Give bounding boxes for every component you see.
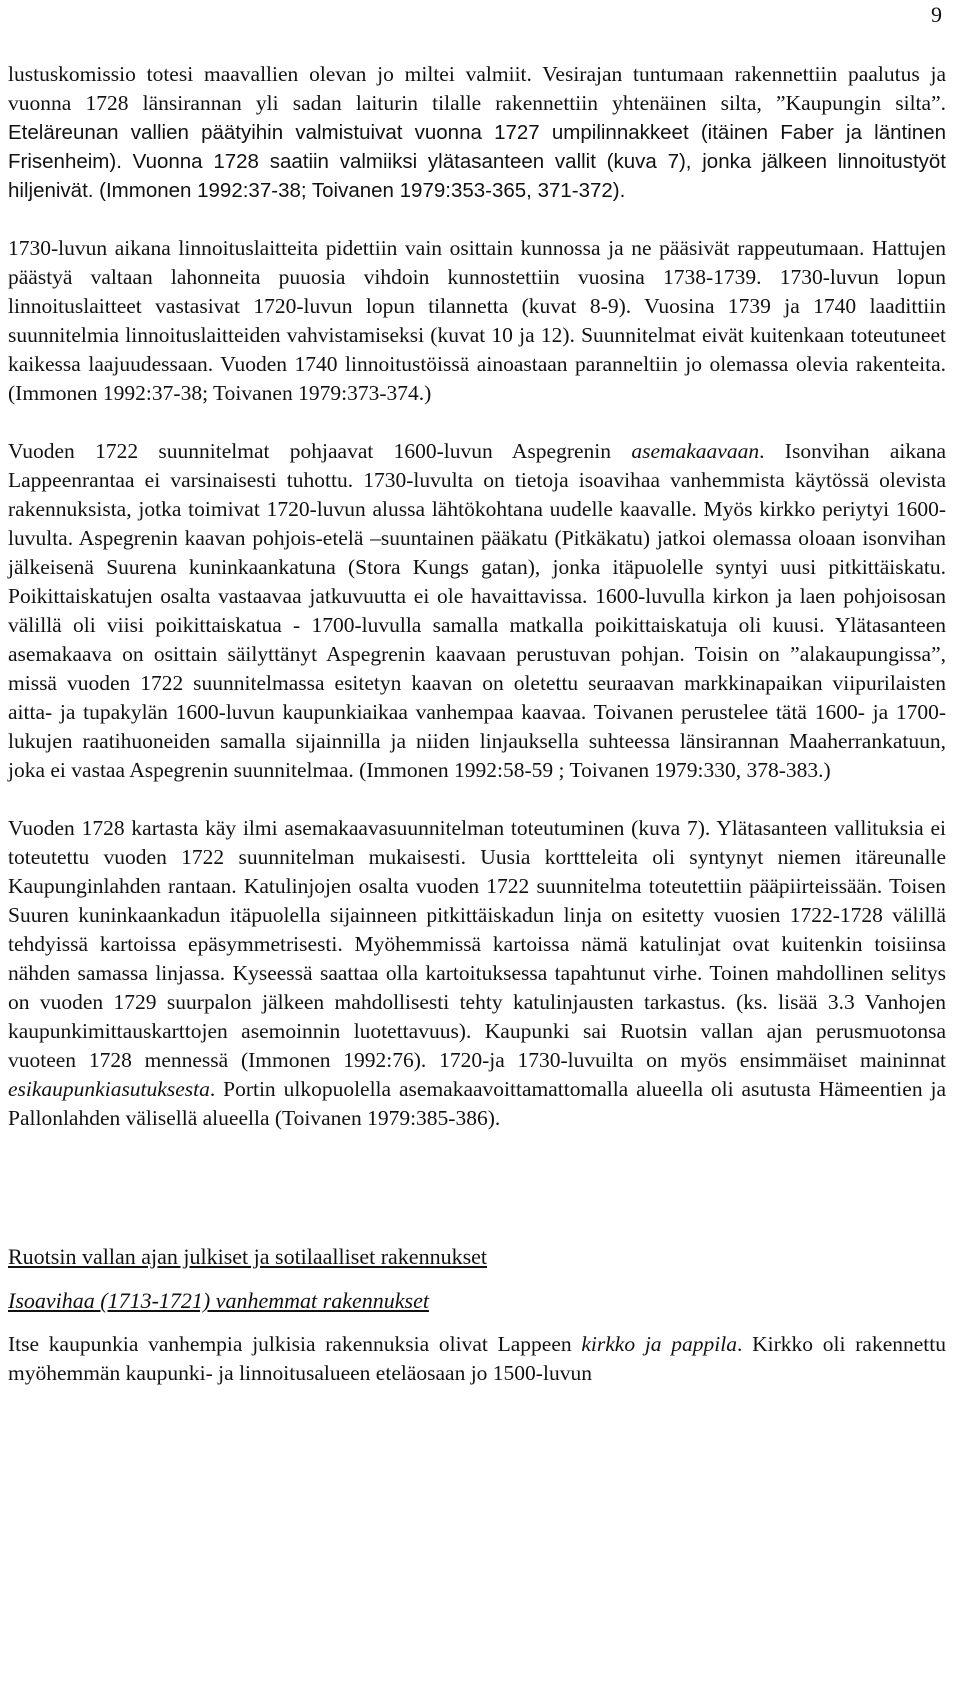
section-heading: Ruotsin vallan ajan julkiset ja sotilaalliset rakennukset <box>8 1244 488 1269</box>
paragraph-text: Vuoden 1722 suunnitelmat pohjaavat 1600-luvun Aspegrenin <box>8 439 632 463</box>
document-body <box>8 60 946 1388</box>
paragraph-text: lustuskomissio totesi maavallien olevan jo miltei valmiit. Vesirajan tuntumaan rakennettiin paalutus ja vuonna 1728 länsirannan yli sadan laiturin tilalle rakennettiin yhtenäinen silta, ”Kaupungin silta”. <box>8 62 946 115</box>
subsection-heading: Isoavihaa (1713-1721) vanhemmat rakennukset <box>8 1288 429 1313</box>
paragraph-text: . Isonvihan aikana Lappeenrantaa ei varsinaisesti tuhottu. 1730-luvulta on tietoja isoavihaa vanhemmista käytössä olevista rakennuksista, jotka toimivat 1720-luvun alussa lähtökohtana uudelle kaavalle. Myös kirkko periytyi 1600-luvulta. Aspegrenin kaavan pohjois-etelä –suuntainen pääkatu (Pitkäkatu) jatkoi olemassa oloaan isonvihan jälkeisenä Suurena kuninkaankatuna (Stora Kungs gatan), jonka itäpuolelle syntyi uusi pitkittäiskatu. Poikittaiskatujen osalta vastaavaa jatkuvuutta ei ole havaittavissa. 1600-luvulla kirkon ja laen pohjoisosan välillä oli viisi poikittaiskatua - 1700-luvulla samalla matkalla poikittaiskatuja oli kuusi. Ylätasanteen asemakaava on osittain säilyttänyt Aspegrenin kaavaan perustuvan pohjan. Toisin on ”alakaupungissa”, missä vuoden 1722 suunnitelmassa esitetyn kaavan on oletettu seuraavan markkinapaikan viipurilaisten aitta- ja tupakylän 1600-luvun kaupunkiaikaa vanhempaa kaavaa. Toivanen perustelee tätä 1600- ja 1700-lukujen raatihuoneiden samalla sijainnilla ja niiden linjauksella suhteessa länsirannan Maaherrankatuun, joka ei vastaa Aspegrenin suunnitelmaa. (Immonen 1992:58-59 ; Toivanen 1979:330, 378-383.) <box>8 439 946 782</box>
emphasis-term: kirkko ja pappila <box>581 1332 738 1356</box>
paragraph-text: . Portin ulkopuolella asemakaavoittamattomalla alueella oli asutusta Hämeentien ja Pallonlahden välisellä alueella (Toivanen 1979:385-386). <box>8 1077 946 1130</box>
page-number: 9 <box>931 2 942 27</box>
paragraph-text: Itse kaupunkia vanhempia julkisia rakennuksia olivat Lappeen <box>8 1332 582 1356</box>
paragraph-1730s-decline: 1730-luvun aikana linnoituslaitteita pidettiin vain osittain kunnossa ja ne pääsivät rappeutumaan. Hattujen päästyä valtaan lahonneita puuosia vihdoin kunnostettiin vuosina 1738-1739. 1730-luvun lopun linnoituslaitteet vastasivat 1720-luvun lopun tilannetta (kuvat 8-9). Vuosina 1739 ja 1740 laadittiin suunnitelmia linnoituslaitteiden vahvistamiseksi (kuvat 10 ja 12). Suunnitelmat eivät kuitenkaan toteutuneet kaikessa laajuudessaan. Vuoden 1740 linnoitustöissä ainoastaan paranneltiin jo olemassa olevia rakenteita. (Immonen 1992:37-38; Toivanen 1979:373-374.) <box>8 236 946 405</box>
paragraph-old-buildings <box>8 1330 946 1388</box>
paragraph-fortification-completion <box>8 60 946 205</box>
paragraph-town-plan-1722 <box>8 437 946 785</box>
paragraph-text: Vuoden 1728 kartasta käy ilmi asemakaavasuunnitelman toteutuminen (kuva 7). Ylätasanteen vallituksia ei toteutettu vuoden 1722 suunnitelman mukaisesti. Uusia korttteleita oli syntynyt niemen itäreunalle Kaupunginlahden rantaan. Katulinjojen osalta vuoden 1722 suunnitelma toteutettiin pääpiirteissään. Toisen Suuren kuninkaankadun itäpuolella sijainneen pitkittäiskadun linja on esitetty vuosien 1722-1728 välillä tehdyissä kartoissa epäsymmetrisesti. Myöhemmissä kartoissa nämä katulinjat ovat kuitenkin toisiinsa nähden samassa linjassa. Kyseessä saattaa olla kartoituksessa tapahtunut virhe. Toinen mahdollinen selitys on vuoden 1729 suurpalon jälkeen mahdollisesti tehty katulinjausten tarkastus. (ks. lisää 3.3 Vanhojen kaupunkimittauskarttojen asemoinnin luotettavuus). Kaupunki sai Ruotsin vallan ajan perusmuotonsa vuoteen 1728 mennessä (Immonen 1992:76). 1720-ja 1730-luvuilta on myös ensimmäiset maininnat <box>8 816 946 1072</box>
emphasis-term: esikaupunkiasutuksesta <box>8 1077 210 1101</box>
emphasis-term: asemakaavaan <box>631 439 760 463</box>
paragraph-map-1728 <box>8 814 946 1133</box>
paragraph-text-sans: Eteläreunan vallien päätyihin valmistuivat vuonna 1727 umpilinnakkeet (itäinen Faber ja läntinen Frisenheim). Vuonna 1728 saatiin valmiiksi ylätasanteen vallit (kuva 7), jonka jälkeen linnoitustyöt hiljenivät. (Immonen 1992:37-38; Toivanen 1979:353-365, 371-372). <box>8 121 946 202</box>
paragraph-text: . Kirkko oli rakennettu myöhemmän kaupunki- ja linnoitusalueen eteläosaan jo 1500-luvun <box>8 1332 946 1385</box>
